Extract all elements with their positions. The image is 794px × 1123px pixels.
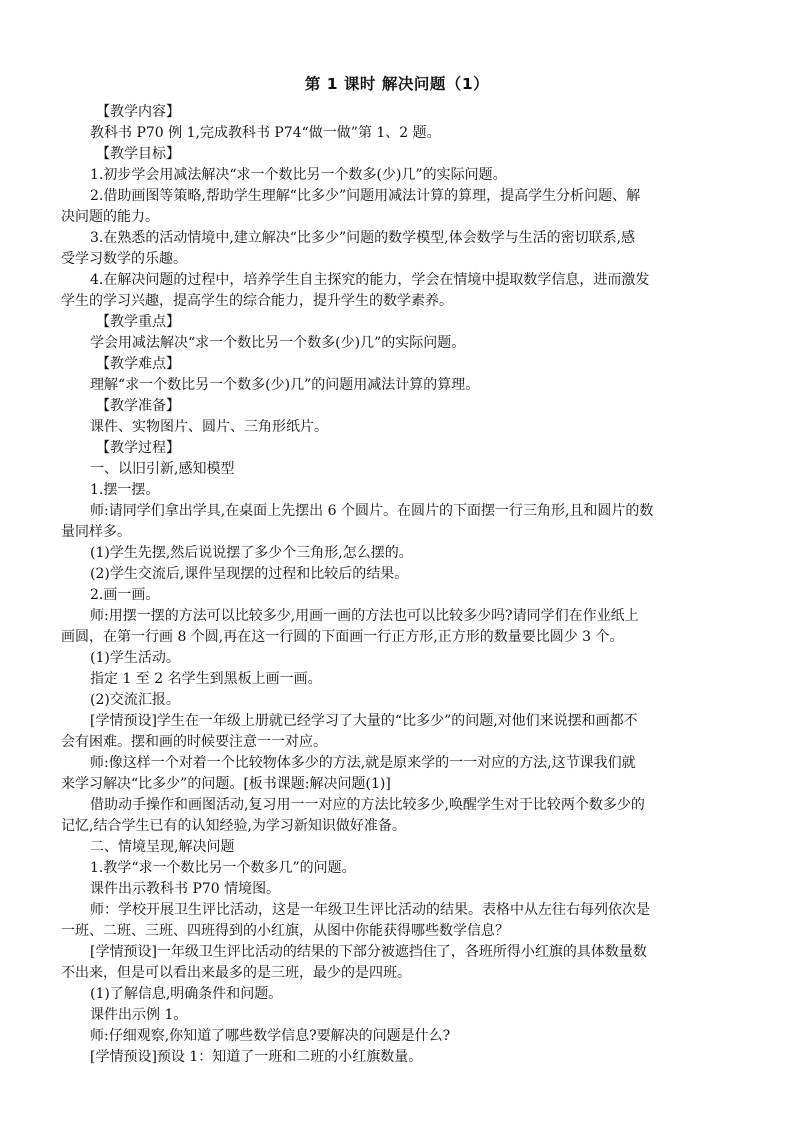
section-heading: 【教学重点】: [96, 314, 180, 330]
text-line: 会有困难。摆和画的时候要注意一一对应。: [61, 734, 327, 750]
text-line: 课件出示例 1。: [90, 1007, 188, 1023]
text-line: [学情预设]预设 1：知道了一班和二班的小红旗数量。: [90, 1049, 423, 1065]
text-line: 理解“求一个数比另一个数多(少)几”的问题用减法计算的算理。: [90, 377, 480, 393]
text-line: 决问题的能力。: [61, 209, 159, 225]
text-line: 一、以旧引新,感知模型: [90, 461, 235, 477]
text-line: 师：学校开展卫生评比活动，这是一年级卫生评比活动的结果。表格中从左往右每列依次是: [90, 902, 650, 918]
section-heading: 【教学内容】: [96, 104, 180, 120]
text-line: (1)学生活动。: [90, 650, 180, 666]
text-line: 1.初步学会用减法解决“求一个数比另一个数多(少)几”的实际问题。: [90, 167, 507, 183]
text-line: 借助动手操作和画图活动,复习用一一对应的方法比较多少,唤醒学生对于比较两个数多少的: [90, 797, 645, 813]
text-line: 2.画一画。: [90, 587, 160, 603]
text-line: 师:请同学们拿出学具,在桌面上先摆出 6 个圆片。在圆片的下面摆一行三角形,且和圆片的数: [90, 503, 654, 519]
text-line: 课件、实物图片、圆片、三角形纸片。: [90, 419, 328, 435]
text-line: 1.摆一摆。: [90, 482, 160, 498]
text-line: 来学习解决“比多少”的问题。[板书课题:解决问题(1)]: [61, 776, 391, 792]
text-line: (1)学生先摆,然后说说摆了多少个三角形,怎么摆的。: [90, 545, 413, 561]
text-line: 学会用减法解决“求一个数比另一个数多(少)几”的实际问题。: [90, 335, 466, 351]
text-line: 课件出示教科书 P70 情境图。: [90, 881, 281, 897]
text-line: 2.借助画图等策略,帮助学生理解“比多少”问题用减法计算的算理，提高学生分析问题、解: [90, 188, 641, 204]
text-line: 3.在熟悉的活动情境中,建立解决“比多少”问题的数学模型,体会数学与生活的密切联系,感: [90, 230, 636, 246]
text-line: 指定 1 至 2 名学生到黑板上画一画。: [90, 671, 322, 687]
text-line: 受学习数学的乐趣。: [61, 251, 187, 267]
lesson-title: 第 1 课时 解决问题（1）: [304, 75, 490, 93]
text-line: 4.在解决问题的过程中，培养学生自主探究的能力，学会在情境中提取数学信息，进而激发: [90, 272, 650, 288]
text-line: 量同样多。: [61, 524, 131, 540]
section-heading: 【教学准备】: [96, 398, 180, 414]
text-line: 不出来，但是可以看出来最多的是三班，最少的是四班。: [61, 965, 411, 981]
text-line: 一班、二班、三班、四班得到的小红旗，从图中你能获得哪些数学信息？: [61, 923, 509, 939]
text-line: 师:仔细观察,你知道了哪些数学信息?要解决的问题是什么?: [90, 1028, 451, 1044]
text-line: (2)学生交流后,课件呈现摆的过程和比较后的结果。: [90, 566, 409, 582]
text-line: (1)了解信息,明确条件和问题。: [90, 986, 283, 1002]
section-heading: 【教学目标】: [96, 146, 180, 162]
text-line: [学情预设]一年级卫生评比活动的结果的下部分被遮挡住了，各班所得小红旗的具体数量数: [90, 944, 647, 960]
lesson-body: [61, 102, 712, 1068]
text-line: 1.教学“求一个数比另一个数多几”的问题。: [90, 860, 356, 876]
text-line: 记忆,结合学生已有的认知经验,为学习新知识做好准备。: [61, 818, 406, 834]
text-line: [学情预设]学生在一年级上册就已经学习了大量的“比多少”的问题,对他们来说摆和画都不: [90, 713, 638, 729]
text-line: 教科书 P70 例 1,完成教科书 P74“做一做”第 1、2 题。: [90, 125, 441, 141]
text-line: (2)交流汇报。: [90, 692, 180, 708]
text-line: 二、情境呈现,解决问题: [90, 839, 235, 855]
text-line: 学生的学习兴趣，提高学生的综合能力，提升学生的数学素养。: [61, 293, 453, 309]
text-line: 师:用摆一摆的方法可以比较多少,用画一画的方法也可以比较多少吗?请同学们在作业纸上: [90, 608, 639, 624]
section-heading: 【教学难点】: [96, 356, 180, 372]
text-line: 画圆，在第一行画 8 个圆,再在这一行圆的下面画一行正方形,正方形的数量要比圆少 3 个。: [61, 629, 624, 645]
text-line: 师:像这样一个对着一个比较物体多少的方法,就是原来学的一一对应的方法,这节课我们就: [90, 755, 636, 771]
section-heading: 【教学过程】: [96, 440, 180, 456]
